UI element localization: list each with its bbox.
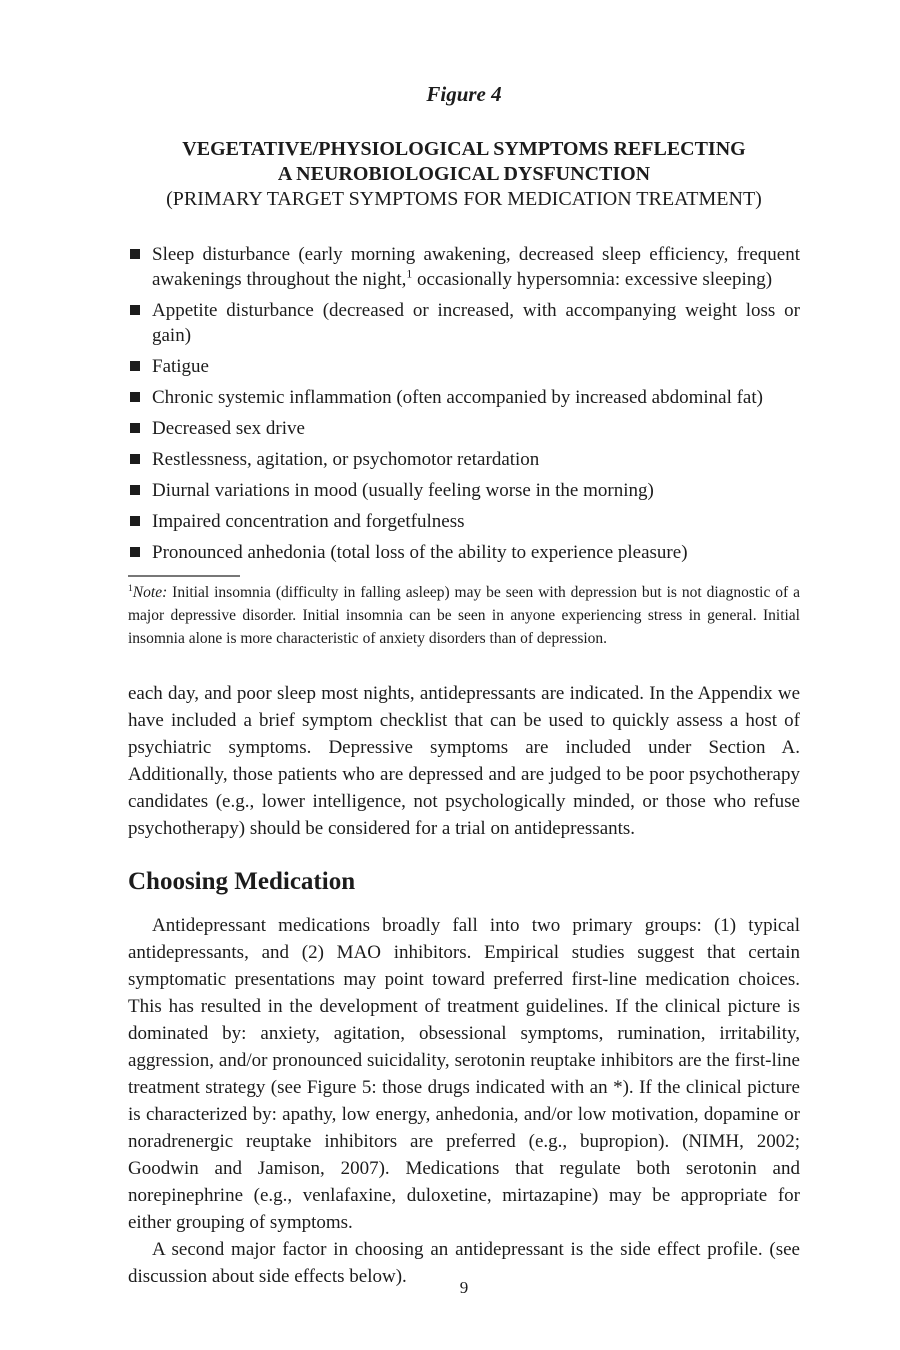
list-item-impaired-concentration <box>128 509 800 534</box>
list-item-text: Diurnal variations in mood (usually feeling worse in the morning) <box>152 480 654 501</box>
list-item-text: Restlessness, agitation, or psychomotor retardation <box>152 449 540 470</box>
bullet-square-icon <box>130 305 140 315</box>
list-item-text-pre: Sleep disturbance (early morning awakening, decreased sleep efficiency, frequent awakenings throughout the night, <box>152 244 800 290</box>
figure-caption: Figure 4 <box>426 82 502 106</box>
footnote-marker: 1 <box>128 582 133 594</box>
list-item-restlessness <box>128 447 800 472</box>
figure-title-line1: VEGETATIVE/PHYSIOLOGICAL SYMPTOMS REFLECTING <box>182 138 746 160</box>
figure-title-line2: A NEUROBIOLOGICAL DYSFUNCTION <box>277 163 651 185</box>
section-heading-choosing-medication: Choosing Medication <box>128 868 356 895</box>
footnote-label: Note: <box>132 584 168 601</box>
list-item-sex-drive <box>128 416 800 441</box>
list-item-text <box>152 244 800 290</box>
list-item-text: Decreased sex drive <box>152 418 305 439</box>
list-item-text: Chronic systemic inflammation (often accompanied by increased abdominal fat) <box>152 387 763 408</box>
list-item-text: Fatigue <box>152 356 209 377</box>
list-item-sleep-disturbance <box>128 242 800 292</box>
symptom-list <box>128 242 800 565</box>
list-item-appetite-disturbance <box>128 298 800 348</box>
paragraph-side-effect-profile: A second major factor in choosing an antidepressant is the side effect profile. (see discussion about side effects below). <box>128 1239 800 1287</box>
bullet-square-icon <box>130 454 140 464</box>
bullet-square-icon <box>130 423 140 433</box>
footnote <box>128 581 800 650</box>
bullet-square-icon <box>130 516 140 526</box>
figure-subtitle: (PRIMARY TARGET SYMPTOMS FOR MEDICATION TREATMENT) <box>166 188 762 210</box>
bullet-square-icon <box>130 392 140 402</box>
list-item-inflammation <box>128 385 800 410</box>
list-item-diurnal-variations <box>128 478 800 503</box>
footnote-text: Initial insomnia (difficulty in falling asleep) may be seen with depression but is not diagnostic of a major depressive disorder. Initial insomnia can be seen in anyone experiencing stress in general. Initial insomnia alone is more characteristic of anxiety disorders than of depression. <box>128 584 800 647</box>
list-item-anhedonia <box>128 540 800 565</box>
paragraph-antidepressants-indicated: each day, and poor sleep most nights, antidepressants are indicated. In the Appendix we have included a brief symptom checklist that can be used to quickly assess a host of psychiatric symptoms. Depressive symptoms are included under Section A. Additionally, those patients who are depressed and are judged to be poor psychotherapy candidates (e.g., lower intelligence, not psychologically minded, or those who refuse psychotherapy) should be considered for a trial on antidepressants. <box>128 683 800 839</box>
bullet-square-icon <box>130 361 140 371</box>
page-number: 9 <box>459 1278 469 1297</box>
bullet-square-icon <box>130 485 140 495</box>
list-item-fatigue <box>128 354 800 379</box>
list-item-text: Pronounced anhedonia (total loss of the ability to experience pleasure) <box>152 542 688 563</box>
footnote-marker: 1 <box>406 267 413 281</box>
list-item-text: Impaired concentration and forgetfulness <box>152 511 465 532</box>
bullet-square-icon <box>130 547 140 557</box>
list-item-text: Appetite disturbance (decreased or increased, with accompanying weight loss or gain) <box>152 300 800 346</box>
bullet-square-icon <box>130 249 140 259</box>
footnote-divider <box>128 575 240 577</box>
paragraph-medication-groups: Antidepressant medications broadly fall into two primary groups: (1) typical antidepressants, and (2) MAO inhibitors. Empirical studies suggest that certain symptomatic presentations may point toward preferred first-line medication choices. This has resulted in the development of treatment guidelines. If the clinical picture is dominated by: anxiety, agitation, obsessional symptoms, rumination, irritability, aggression, and/or pronounced suicidality, serotonin reuptake inhibitors are the first-line treatment strategy (see Figure 5: those drugs indicated with an *). If the clinical picture is characterized by: apathy, low energy, anhedonia, and/or low motivation, dopamine or noradrenergic reuptake inhibitors are preferred (e.g., bupropion). (NIMH, 2002; Goodwin and Jamison, 2007). Medications that regulate both serotonin and norepinephrine (e.g., venlafaxine, duloxetine, mirtazapine) may be appropriate for either grouping of symptoms. <box>128 915 800 1233</box>
list-item-text-post: occasionally hypersomnia: excessive sleeping) <box>412 269 773 290</box>
